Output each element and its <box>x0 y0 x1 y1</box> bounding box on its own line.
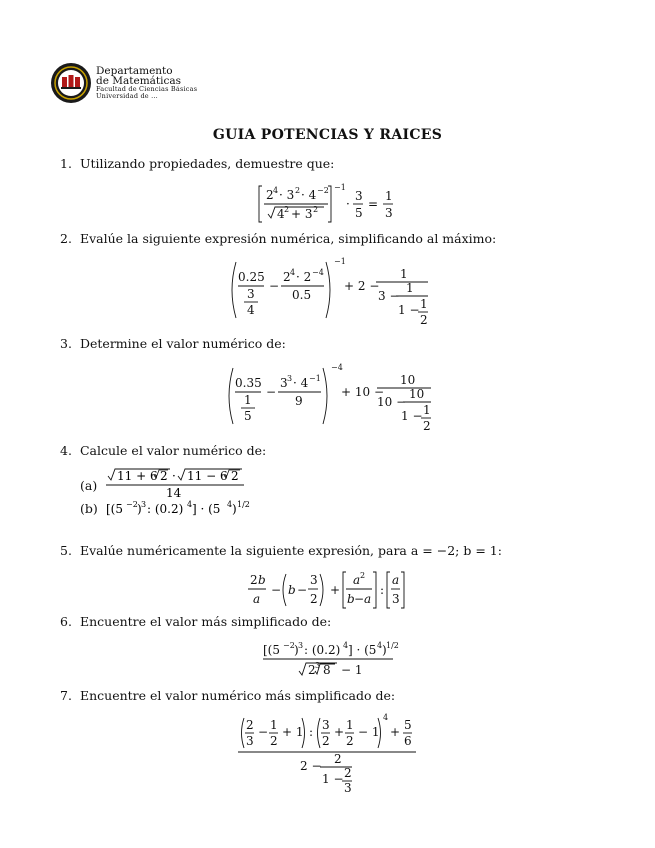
svg-text:[(5: [(5 <box>262 643 280 657</box>
department-name <box>96 66 197 100</box>
svg-text:3: 3 <box>391 592 400 606</box>
header <box>50 62 197 104</box>
svg-text:6: 6 <box>403 734 412 748</box>
problem-number: 5. <box>60 543 72 558</box>
svg-text:−4: −4 <box>311 268 324 277</box>
svg-text:2: 2 <box>245 718 254 732</box>
svg-text:4: 4 <box>226 500 233 509</box>
svg-text:3: 3 <box>140 500 147 509</box>
svg-text:3: 3 <box>354 189 363 203</box>
formula-4b <box>106 500 256 518</box>
svg-text:4: 4 <box>246 303 255 317</box>
svg-text:−1: −1 <box>333 183 346 192</box>
svg-text:2: 2 <box>307 663 316 677</box>
svg-text:[(5: [(5 <box>105 502 123 516</box>
svg-text:b: b <box>257 573 266 587</box>
formula-1 <box>0 184 655 224</box>
svg-text:1 −: 1 − <box>400 409 423 423</box>
svg-text:3: 3 <box>245 734 254 748</box>
svg-text:): ) <box>136 502 142 516</box>
svg-text:+: + <box>333 725 344 739</box>
svg-text:+ 10 −: + 10 − <box>340 385 384 399</box>
svg-text:b: b <box>346 592 355 606</box>
svg-text:·: · <box>345 197 350 211</box>
svg-text:2: 2 <box>230 469 239 483</box>
svg-text:3: 3 <box>321 718 330 732</box>
svg-text:1: 1 <box>399 267 408 281</box>
svg-text:): ) <box>231 502 237 516</box>
problem-text: Calcule el valor numérico de: <box>79 443 267 458</box>
problem-text: Encuentre el valor numérico más simplificado de: <box>79 688 396 703</box>
svg-text:+ 1: + 1 <box>281 725 304 739</box>
svg-text:2: 2 <box>249 573 258 587</box>
svg-text:11 + 6: 11 + 6 <box>116 469 158 483</box>
svg-text:2: 2 <box>345 734 354 748</box>
svg-text:2: 2 <box>282 270 291 284</box>
svg-text:2: 2 <box>343 766 352 780</box>
svg-text:5: 5 <box>354 206 363 220</box>
formula-2 <box>0 256 655 330</box>
svg-text:2: 2 <box>283 205 289 214</box>
page-title: GUIA POTENCIAS Y RAICES <box>212 127 443 143</box>
svg-text:· 2: · 2 <box>295 270 311 284</box>
university-seal-icon <box>50 62 92 104</box>
problem-number: 4. <box>60 443 72 458</box>
svg-text:−: − <box>265 385 276 399</box>
svg-text:− 1: − 1 <box>357 725 380 739</box>
svg-text:10: 10 <box>408 387 424 401</box>
svg-text:· 4: · 4 <box>300 188 316 202</box>
svg-text:] · (5: ] · (5 <box>191 502 221 516</box>
svg-text:4: 4 <box>382 713 388 722</box>
svg-text:b: b <box>287 583 296 597</box>
sub-4a <box>80 468 246 500</box>
formula-3 <box>0 362 655 436</box>
svg-text:1 −: 1 − <box>397 303 420 317</box>
svg-text:1: 1 <box>422 403 431 417</box>
problem-1 <box>60 156 334 171</box>
svg-text:0.5: 0.5 <box>291 288 311 302</box>
svg-text:0.25: 0.25 <box>237 270 265 284</box>
svg-text:·: · <box>171 469 176 483</box>
dept-line-3: Facultad de Ciencias Básicas <box>96 85 198 93</box>
svg-text:−2: −2 <box>282 641 295 650</box>
svg-text:2: 2 <box>294 186 300 195</box>
dept-line-1: Departamento <box>96 65 173 77</box>
problem-3 <box>60 336 286 351</box>
svg-text:3: 3 <box>246 287 255 301</box>
svg-text:− 1: − 1 <box>340 663 363 677</box>
svg-text:· 3: · 3 <box>278 188 294 202</box>
svg-text:2: 2 <box>359 571 365 580</box>
svg-text:+: + <box>389 725 400 739</box>
problem-number: 6. <box>60 614 72 629</box>
svg-text:3: 3 <box>343 781 352 795</box>
svg-text:3: 3 <box>309 573 318 587</box>
svg-text:5: 5 <box>403 718 412 732</box>
svg-text:4: 4 <box>272 186 278 195</box>
problem-text: Determine el valor numérico de: <box>79 336 286 351</box>
svg-text:2: 2 <box>312 205 318 214</box>
problem-number: 7. <box>60 688 72 703</box>
svg-text:1: 1 <box>345 718 354 732</box>
svg-text:−: − <box>296 583 307 597</box>
svg-text:+ 2 −: + 2 − <box>343 279 379 293</box>
svg-text:2: 2 <box>422 419 431 433</box>
svg-text:14: 14 <box>165 486 182 500</box>
svg-text:4: 4 <box>186 500 193 509</box>
svg-text:1: 1 <box>269 718 278 732</box>
svg-text:): ) <box>293 643 299 657</box>
svg-text:1: 1 <box>405 281 414 295</box>
svg-text:−1: −1 <box>333 257 346 266</box>
svg-text:4: 4 <box>289 268 295 277</box>
svg-text:1 −: 1 − <box>321 772 344 786</box>
svg-text:−2: −2 <box>316 186 329 195</box>
dept-line-4: Universidad de ... <box>96 92 158 100</box>
svg-text:−2: −2 <box>125 500 138 509</box>
problem-4 <box>60 443 266 458</box>
svg-text:1: 1 <box>419 297 428 311</box>
svg-text:1: 1 <box>384 189 393 203</box>
svg-text:: (0.2): : (0.2) <box>303 643 340 657</box>
svg-text:+ 3: + 3 <box>290 207 313 221</box>
svg-text:10 −: 10 − <box>376 395 406 409</box>
svg-text:−1: −1 <box>308 374 321 383</box>
problem-2 <box>60 231 496 246</box>
svg-text:2: 2 <box>159 469 168 483</box>
formula-5 <box>0 570 655 610</box>
svg-text:] · (5: ] · (5 <box>347 643 376 657</box>
problem-text: Evalúe la siguiente expresión numérica, simplificando al máximo: <box>79 231 497 246</box>
svg-text:1/2: 1/2 <box>236 500 250 509</box>
svg-text:2: 2 <box>309 592 318 606</box>
problem-text: Evalúe numéricamente la siguiente expresión, para a = −2; b = 1: <box>79 543 502 558</box>
svg-text:): ) <box>381 643 387 657</box>
svg-text:+: + <box>329 583 340 597</box>
svg-text:1: 1 <box>243 393 252 407</box>
dept-line-2: de Matemáticas <box>96 75 182 87</box>
problem-number: 1. <box>60 156 72 171</box>
formula-7 <box>0 714 655 794</box>
svg-text:5: 5 <box>243 409 252 423</box>
svg-text:2: 2 <box>333 752 342 766</box>
problem-text: Encuentre el valor más simplificado de: <box>79 614 332 629</box>
svg-text:4: 4 <box>342 641 348 650</box>
sub-label: (a) <box>80 478 98 493</box>
sub-4b <box>80 500 256 518</box>
problem-6 <box>60 614 331 629</box>
formula-4a <box>106 468 246 500</box>
svg-text:2: 2 <box>419 313 428 327</box>
svg-text:· 4: · 4 <box>292 376 308 390</box>
svg-text:9: 9 <box>294 394 303 408</box>
svg-text:3: 3 <box>384 206 393 220</box>
svg-text:−: − <box>257 725 268 739</box>
svg-text:2: 2 <box>269 734 278 748</box>
svg-text:a: a <box>391 573 399 587</box>
svg-text:3: 3 <box>279 376 288 390</box>
svg-text:3: 3 <box>297 641 303 650</box>
problem-5 <box>60 543 502 558</box>
problem-text: Utilizando propiedades, demuestre que: <box>79 156 335 171</box>
svg-text:0.35: 0.35 <box>234 376 262 390</box>
svg-text:1/2: 1/2 <box>385 641 399 650</box>
formula-6 <box>0 641 655 679</box>
svg-text:: (0.2): : (0.2) <box>146 502 184 516</box>
svg-text:=: = <box>367 197 378 211</box>
svg-text:−: − <box>270 583 281 597</box>
svg-text:10: 10 <box>399 373 415 387</box>
svg-text:a: a <box>352 573 360 587</box>
svg-text:−: − <box>353 592 364 606</box>
sub-label: (b) <box>80 500 98 516</box>
svg-text:2: 2 <box>321 734 330 748</box>
svg-text:3: 3 <box>314 661 320 670</box>
svg-text:a: a <box>252 592 260 606</box>
svg-text::: : <box>308 725 313 739</box>
problem-number: 3. <box>60 336 72 351</box>
svg-text:a: a <box>363 592 371 606</box>
svg-text:4: 4 <box>376 641 382 650</box>
svg-text:8: 8 <box>322 663 331 677</box>
svg-text:4: 4 <box>276 207 285 221</box>
svg-text:2 −: 2 − <box>299 759 322 773</box>
svg-text:−4: −4 <box>330 363 343 372</box>
svg-text:3: 3 <box>286 374 292 383</box>
svg-text:2: 2 <box>265 188 274 202</box>
svg-text:3 −: 3 − <box>377 289 400 303</box>
problem-7 <box>60 688 395 703</box>
problem-number: 2. <box>60 231 72 246</box>
svg-text::: : <box>379 583 384 597</box>
svg-text:−: − <box>268 279 279 293</box>
svg-text:11 − 6: 11 − 6 <box>186 469 228 483</box>
